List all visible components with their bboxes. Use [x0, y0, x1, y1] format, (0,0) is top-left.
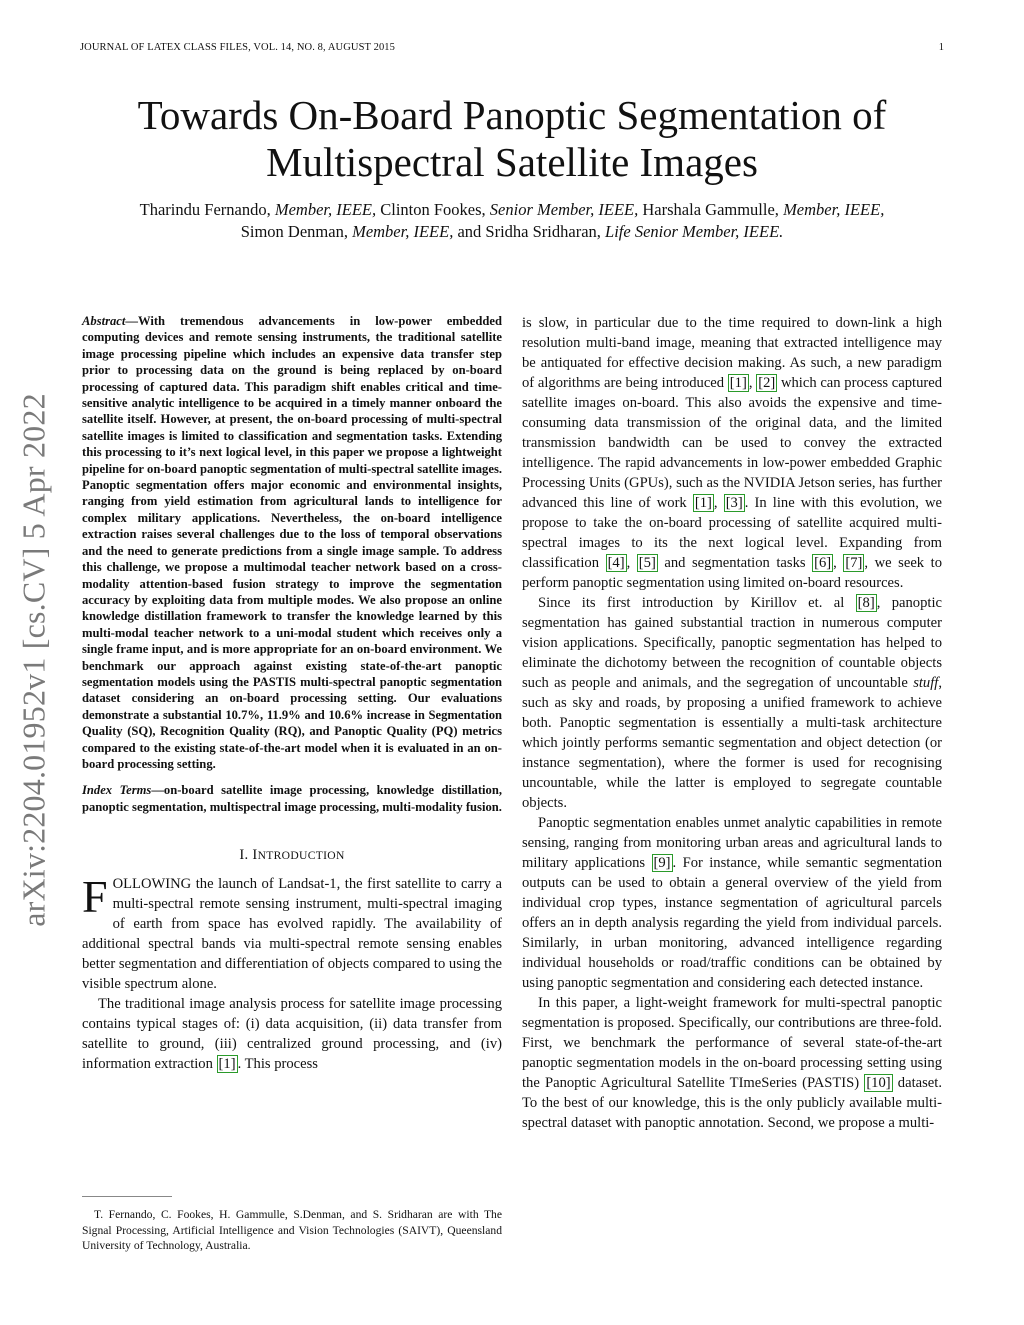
author-line-2: [60, 221, 964, 243]
paper-title: [60, 92, 964, 186]
section-heading-introduction: [82, 845, 502, 866]
arxiv-stamp-container: [4, 360, 64, 960]
affiliation-footnote: T. Fernando, C. Fookes, H. Gammulle, S.Denman, and S. Sridharan are with The Signal Processing, Artificial Intelligence and Vision Technologies (SAIVT), Queensland University of Technology, Australia.: [82, 1208, 502, 1252]
right-paragraph-2: [522, 593, 942, 813]
author-name: Sridha Sridharan,: [485, 222, 601, 241]
author-role: Member, IEEE,: [783, 200, 885, 219]
intro-p1-text: OLLOWING the launch of Landsat-1, the first satellite to carry a multi-spectral remote sensing instrument, multi-spectral imaging of earth from space has evolved rapidly. The availability of additional spectral bands via multi-spectral remote sensing enables better segmentation and differentiation of objects compared to using the visible spectrum alone.: [82, 876, 502, 993]
text-run: Since its first introduction by Kirillov et. al: [538, 595, 856, 611]
text-run: , such as sky and roads, by proposing a unified framework to achieve both. Panoptic segmentation is essentially a multi-task architecture which jointly performs semantic segmentation and object detection (or instance segmentation), where the former is used for recognising uncountable, while the latter is employed to segregate countable objects.: [522, 675, 942, 811]
author-name: Clinton Fookes,: [380, 200, 486, 219]
index-terms-text: —on-board satellite image processing, knowledge distillation, panoptic segmentation, multispectral image processing, multi-modality fusion.: [82, 783, 502, 814]
citation-link[interactable]: [5]: [638, 555, 656, 571]
author-role: Senior Member, IEEE,: [489, 200, 639, 219]
text-run: and segmentation tasks: [657, 555, 813, 571]
citation-link[interactable]: [4]: [607, 555, 625, 571]
index-terms-label: Index Terms: [82, 783, 152, 798]
citation-link[interactable]: [9]: [653, 855, 671, 871]
author-list: [60, 199, 964, 243]
text-run: In this paper, a light-weight framework for multi-spectral panoptic segmentation is proposed. Specifically, our contributions are three-fold. First, we benchmark the performance of several state-of-the-art panoptic segmentation models in the on-board processing setting using the Panoptic Agricultural Satellite TImeSeries (PASTIS): [522, 995, 942, 1091]
drop-cap: F: [82, 871, 108, 923]
title-line-1: Towards On-Board Panoptic Segmentation of: [137, 92, 887, 138]
citation-link[interactable]: [6]: [814, 555, 832, 571]
citation-link[interactable]: [1]: [694, 495, 712, 511]
citation-link[interactable]: [10]: [866, 1075, 891, 1091]
right-paragraph-3: [522, 813, 942, 993]
author-role: Life Senior Member, IEEE.: [605, 222, 784, 241]
text-run: . In line with this evolution, we propose to take the on-board processing of satellite acquired multi-spectral images to its the next logical level. Expanding from classification: [522, 495, 943, 571]
text-run: The traditional image analysis process for satellite image processing contains typical stages of: (i) data acquisition, (ii) data transfer from satellite to ground, (iii) centralized ground processing, and (iv) information extraction: [82, 996, 502, 1073]
right-paragraph-4: [522, 993, 942, 1133]
section-title-rest: NTRODUCTION: [257, 849, 345, 863]
author-name: Tharindu Fernando,: [139, 200, 271, 219]
abstract-label: Abstract: [82, 314, 126, 328]
text-run: , we seek to perform panoptic segmentation using limited on-board resources.: [522, 555, 942, 591]
arxiv-stamp[interactable]: arXiv:2204.01952v1 [cs.CV] 5 Apr 2022: [15, 393, 52, 927]
section-title-cap: I: [252, 847, 258, 864]
text-run: ,: [626, 555, 637, 571]
citation-link[interactable]: [3]: [725, 495, 743, 511]
text-run: is slow, in particular due to the time required to down-link a high resolution multi-band image, meaning that extracted intelligence may be antiquated for effective decision making. As such, a new paradigm of algorithms are being introduced: [522, 315, 942, 391]
title-line-2: Multispectral Satellite Images: [266, 139, 758, 185]
text-run: which can process captured satellite images on-board. This also avoids the expensive and time-consuming data transmission of the original data, and the limited transmission bandwidth can be used to convey the extracted intelligence. The rapid advancements in low-power embedded Graphic Processing Units (GPUs), such as the NVIDIA Jetson series, has further advanced this line of work: [522, 375, 943, 511]
intro-paragraph-1: [82, 871, 502, 994]
page-number: 1: [938, 42, 944, 53]
footnote-rule: [82, 1196, 172, 1197]
citation-link[interactable]: [7]: [845, 555, 863, 571]
author-conjunction: and: [457, 222, 482, 241]
author-line-1: [60, 199, 964, 221]
abstract: [82, 313, 502, 772]
text-run: Panoptic segmentation enables unmet analytic capabilities in remote sensing, ranging from monitoring urban areas and agricultural lands to military applications: [522, 815, 942, 871]
citation-link[interactable]: [1]: [729, 375, 747, 391]
text-run: . This process: [237, 1056, 318, 1073]
text-run: ,: [748, 375, 757, 391]
text-run: ,: [713, 495, 724, 511]
left-column: [82, 313, 502, 1074]
author-role: Member, IEEE,: [352, 222, 454, 241]
intro-paragraph-2: [82, 994, 502, 1074]
text-run: dataset. To the best of our knowledge, this is the only publicly available multi-spectral dataset with panoptic annotation. Second, we propose a multi-: [522, 1075, 942, 1131]
running-header: JOURNAL OF LATEX CLASS FILES, VOL. 14, NO. 8, AUGUST 2015: [80, 42, 395, 53]
right-paragraph-1: [522, 313, 942, 593]
text-run: , panoptic segmentation has gained substantial traction in numerous computer vision applications. Specifically, panoptic segmentation has helped to eliminate the dichotomy between the recognition of countable objects such as people and animals, and the segregation of uncountable: [522, 595, 942, 691]
author-role: Member, IEEE,: [274, 200, 377, 219]
text-run: . For instance, while semantic segmentation outputs can be used to obtain a general overview of the yield from individual crop types, instance segmentation of agricultural parcels offers an in depth analysis regarding the yield from individual parcels. Similarly, in urban monitoring, advanced intelligence regarding individual households or road/traffic conditions can be obtained by using panoptic segmentation and considering each detected instance.: [522, 855, 942, 991]
citation-link[interactable]: [8]: [857, 595, 875, 611]
abstract-text: —With tremendous advancements in low-power embedded computing devices and remote sensing instruments, the traditional satellite image processing pipeline which includes an expensive data transfer step prior to processing data on the ground is being replaced by on-board processing of captured data. This paradigm shift enables critical and time-sensitive analytic intelligence to be acquired in a timely manner onboard the satellite itself. However, at present, the on-board processing of multi-spectral satellite images is limited to classification and segmentation tasks. Extending this processing to it’s next logical level, in this paper we propose a lightweight pipeline for on-board panoptic segmentation of multi-spectral satellite images. Panoptic segmentation offers major economic and environmental insights, ranging from yield estimation from agricultural lands to intelligence for complex military applications. Nevertheless, the on-board intelligence extraction raises several challenges due to the loss of temporal observations and the need to generate predictions from a single image sample. To address this challenge, we propose a multimodal teacher network based on a cross-modality attention-based fusion strategy to improve the segmentation accuracy by exploiting data from multiple modes. We also propose an online knowledge distillation framework to transfer the knowledge learned by this multi-modal teacher network to a uni-modal student which receives only a single frame input, and is more appropriate for an on-board environment. We benchmark our approach against existing state-of-the-art panoptic segmentation models using the PASTIS multi-spectral panoptic segmentation dataset considering an on-board processing setting. Our evaluations demonstrate a substantial 10.7%, 11.9% and 10.6% increase in Segmentation Quality (SQ), Recognition Quality (RQ), and Panoptic Quality (PQ) metrics compared to the existing state-of-the-art model when it is evaluated in an on-board processing setting.: [82, 314, 502, 771]
citation-link[interactable]: [2]: [758, 375, 776, 391]
author-name: Harshala Gammulle,: [642, 200, 779, 219]
index-terms: [82, 782, 502, 815]
section-numeral: I.: [239, 847, 249, 864]
right-column: [522, 313, 942, 1133]
text-run: ,: [833, 555, 844, 571]
citation-link[interactable]: [1]: [218, 1056, 236, 1073]
author-name: Simon Denman,: [240, 222, 348, 241]
emphasis-stuff: stuff: [913, 675, 939, 691]
